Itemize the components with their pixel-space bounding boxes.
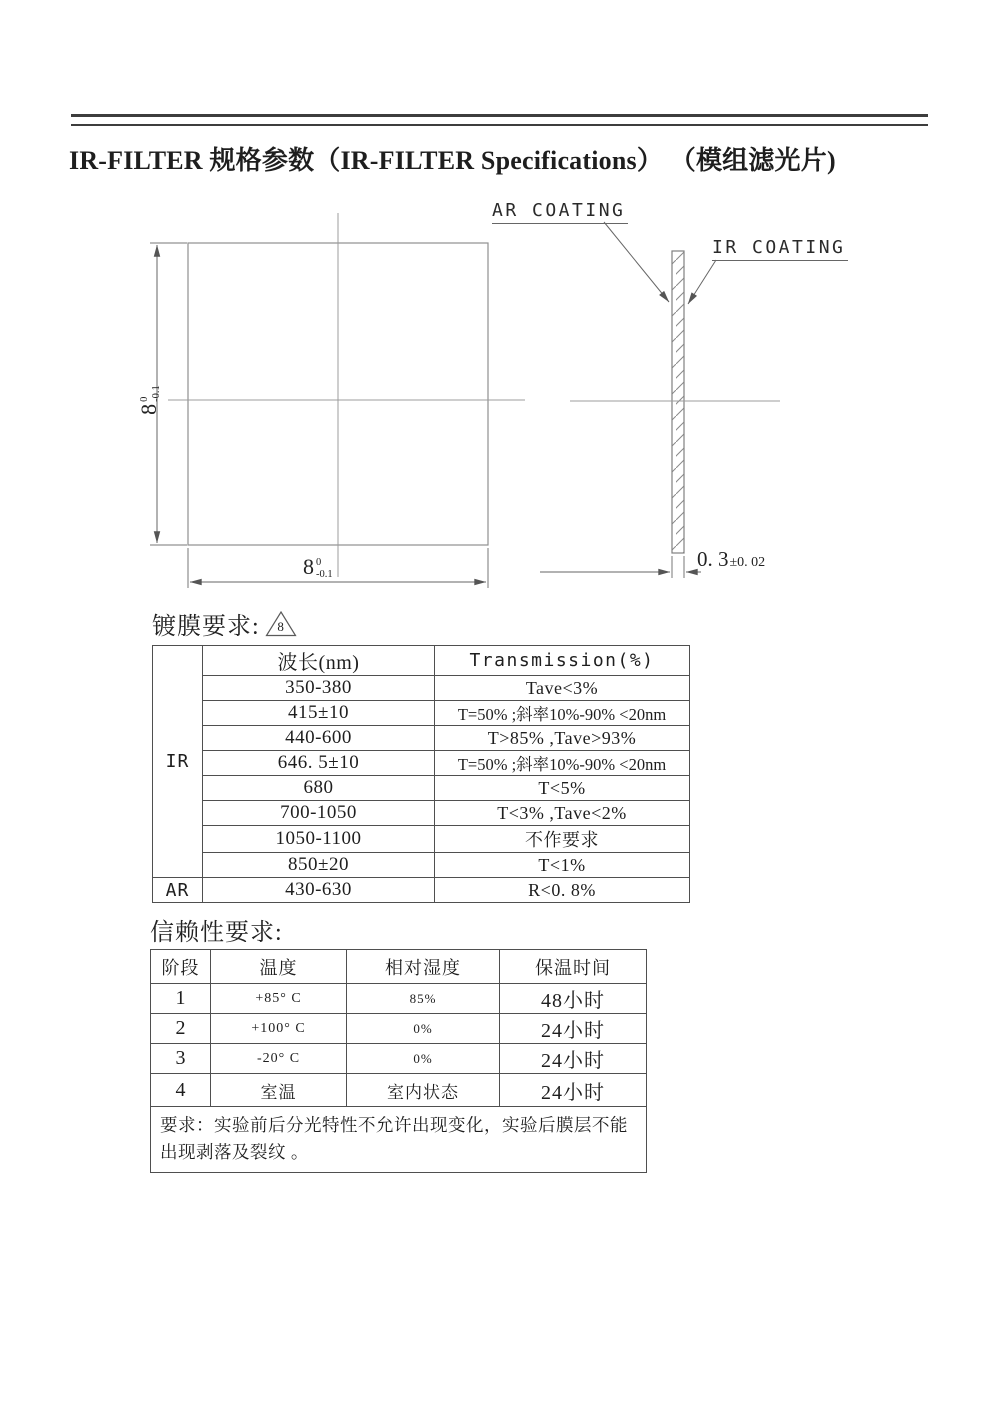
ir-coating-leader-line	[688, 260, 716, 304]
table-row: 680 T<5%	[153, 776, 690, 801]
height-dimension-value: 8	[135, 403, 161, 415]
thickness-dimension-text	[697, 549, 765, 571]
thickness-dimension-value: 0. 3	[697, 547, 729, 571]
reliability-note: 要求：实验前后分光特性不允许出现变化，实验后膜层不能出现剥落及裂纹 。	[151, 1107, 647, 1173]
reliability-header-row	[151, 950, 647, 984]
col-header-humidity: 相对湿度	[347, 950, 500, 984]
coating-requirements-table	[152, 645, 690, 903]
coating-group-ar: AR	[153, 878, 203, 903]
reliability-heading-text: 信赖性要求:	[150, 920, 283, 946]
width-dimension-text	[303, 556, 333, 580]
height-dimension-tolerance: 0 -0.1	[138, 385, 162, 402]
col-header-transmission: Transmission(%)	[435, 646, 690, 676]
thickness-dimension-tolerance: ±0. 02	[729, 555, 766, 570]
filter-side-profile	[672, 251, 684, 553]
width-dimension-value: 8	[303, 554, 314, 579]
table-row: 850±20 T<1%	[153, 853, 690, 878]
table-row-ar: AR 430-630 R<0. 8%	[153, 878, 690, 903]
reliability-requirements-table	[150, 949, 647, 1173]
technical-drawing	[0, 0, 1000, 620]
table-row: 350-380 Tave<3%	[153, 676, 690, 701]
col-header-wavelength: 波长(nm)	[203, 646, 435, 676]
reliability-note-row	[151, 1107, 647, 1173]
coating-heading-text: 镀膜要求:	[152, 614, 260, 640]
ar-coating-label: AR COATING	[492, 200, 628, 224]
col-header-temperature: 温度	[211, 950, 347, 984]
table-row: 2 +100° C 0% 24小时	[151, 1014, 647, 1044]
table-row: 700-1050 T<3% ,Tave<2%	[153, 801, 690, 826]
col-header-stage: 阶段	[151, 950, 211, 984]
coating-group-ir: IR	[153, 646, 203, 878]
table-row: 1050-1100 不作要求	[153, 826, 690, 853]
table-row: 646. 5±10 T=50% ;斜率10%-90% <20nm	[153, 751, 690, 776]
ir-coating-label: IR COATING	[712, 237, 848, 261]
revision-number: 8	[277, 619, 284, 634]
table-row: 4 室温 室内状态 24小时	[151, 1074, 647, 1107]
revision-triangle-icon	[265, 610, 297, 637]
width-dimension-tolerance: 0 -0.1	[316, 557, 333, 580]
reliability-section-heading	[150, 912, 283, 947]
ar-coating-leader-line	[604, 222, 669, 302]
table-row: 1 +85° C 85% 48小时	[151, 984, 647, 1014]
table-row: 415±10 T=50% ;斜率10%-90% <20nm	[153, 701, 690, 726]
table-row: 440-600 T>85% ,Tave>93%	[153, 726, 690, 751]
coating-header-row	[153, 646, 690, 676]
coating-section-heading	[152, 606, 297, 641]
height-dimension-text	[135, 365, 165, 435]
page-title: IR-FILTER 规格参数（IR-FILTER Specifications） （模组滤光片)	[69, 146, 836, 175]
col-header-hold-time: 保温时间	[500, 950, 647, 984]
table-row: 3 -20° C 0% 24小时	[151, 1044, 647, 1074]
